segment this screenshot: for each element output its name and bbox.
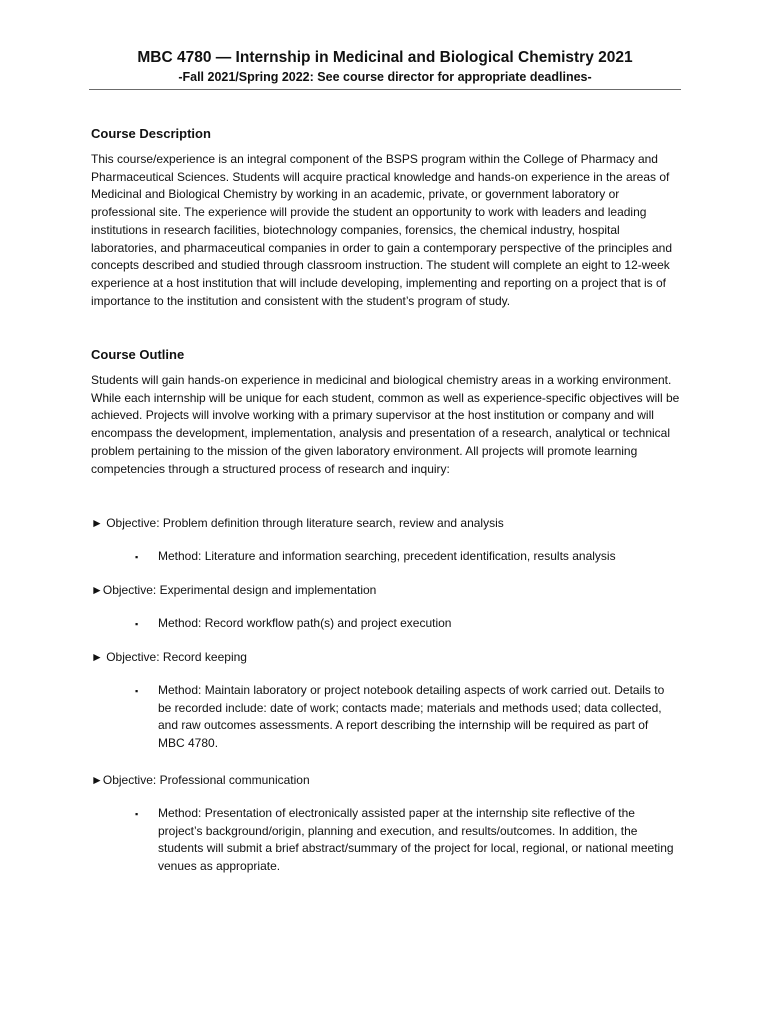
bullet-icon: ▪	[135, 552, 139, 562]
method-1: Method: Literature and information searching, precedent identification, results analysis	[158, 549, 616, 563]
header-divider	[89, 89, 681, 90]
bullet-icon: ▪	[135, 686, 139, 696]
objective-3: ► Objective: Record keeping	[91, 650, 247, 664]
objective-2: ►Objective: Experimental design and implementation	[91, 583, 377, 597]
document-subtitle: -Fall 2021/Spring 2022: See course director for appropriate deadlines-	[178, 70, 592, 84]
objective-4: ►Objective: Professional communication	[91, 773, 310, 787]
course-description-heading: Course Description	[91, 126, 211, 141]
course-outline-text: Students will gain hands-on experience in medicinal and biological chemistry areas in a working environment. While each internship will be unique for each student, common as well as experience-specific objectives will be achieved. Projects will involve working with a primary supervisor at the host institution or company and will encompass the development, implementation, analysis and presentation of a research, analytical or technical problem pertaining to the mission of the given laboratory environment. All projects will promote learning competencies through a structured process of research and inquiry:	[91, 373, 680, 476]
method-3: Method: Maintain laboratory or project notebook detailing aspects of work carried out. Details to be recorded include: date of work; contacts made; materials and methods used; data collected, and raw outcomes assessments. A report describing the internship will be required as part of MBC 4780.	[158, 683, 665, 751]
bullet-icon: ▪	[135, 809, 139, 819]
method-2: Method: Record workflow path(s) and project execution	[158, 616, 452, 630]
course-description-text: This course/experience is an integral component of the BSPS program within the College of Pharmacy and Pharmaceutical Sciences. Students will acquire practical knowledge and hands-on experience in the areas of Medicinal and Biological Chemistry by working in an academic, private, or government laboratory or professional site. The experience will provide the student an opportunity to work with leaders and leading institutions in research facilities, biotechnology companies, forensics, the chemical industry, hospital laboratories, and pharmaceutical companies in order to gain a contemporary perspective of the principles and concepts described and studied through classroom instruction. The student will complete an eight to 12-week experience at a host institution that will include developing, implementing and reporting on a project that is of importance to the institution and consistent with the student’s program of study.	[91, 152, 672, 308]
bullet-icon: ▪	[135, 619, 139, 629]
objective-1: ► Objective: Problem definition through literature search, review and analysis	[91, 516, 504, 530]
course-outline-heading: Course Outline	[91, 347, 185, 362]
document-title: MBC 4780 — Internship in Medicinal and Biological Chemistry 2021	[137, 49, 633, 66]
document-header	[89, 48, 681, 86]
method-4: Method: Presentation of electronically assisted paper at the internship site reflective of the project’s background/origin, planning and execution, and results/outcomes. In addition, the students will submit a brief abstract/summary of the project for local, regional, or national meeting venues as appropriate.	[158, 806, 674, 874]
